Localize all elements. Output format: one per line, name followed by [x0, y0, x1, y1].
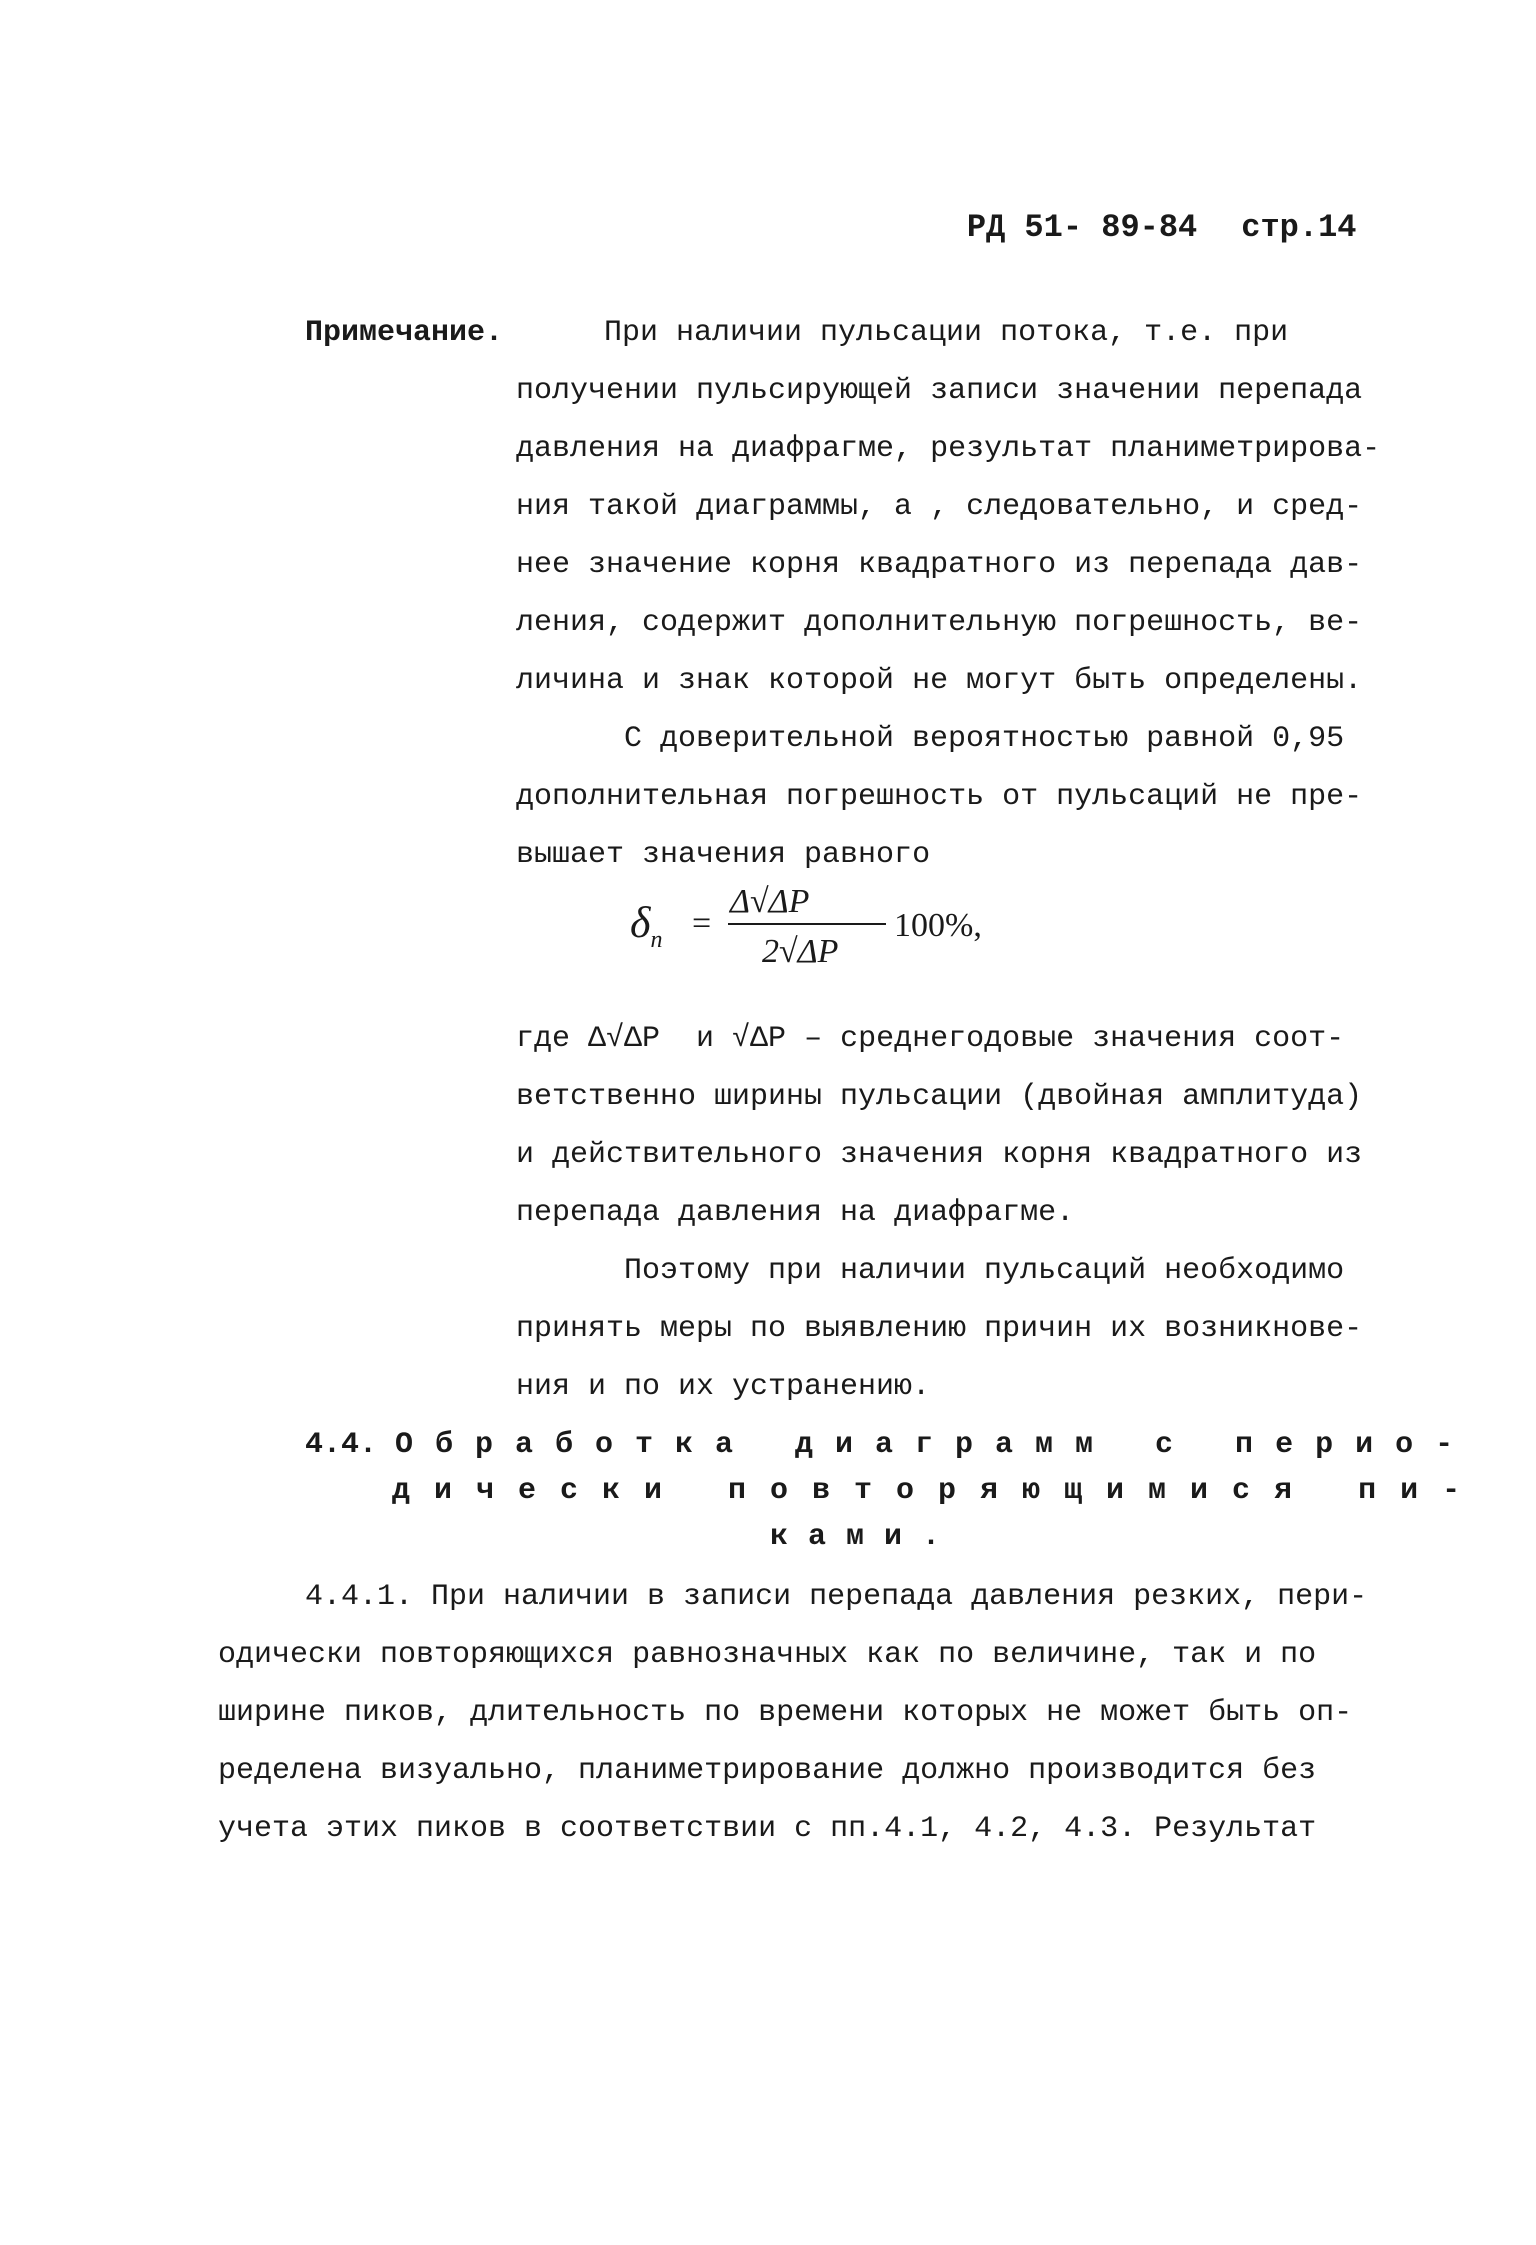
where-line: ветственно ширины пульсации (двойная амплитуда) — [516, 1080, 1363, 1114]
where-line: и действительного значения корня квадратного из — [516, 1138, 1363, 1172]
where-lead: где Δ√ΔP и √ΔP — [516, 1022, 787, 1056]
page-header — [890, 180, 1400, 276]
formula-denominator: 2√ΔP — [762, 933, 839, 970]
pulsation-error-formula — [610, 875, 1030, 985]
note-line: ния такой диаграммы, а , следовательно, и сред- — [516, 490, 1363, 524]
para3-line: Поэтому при наличии пульсаций необходимо — [624, 1254, 1345, 1288]
subsection-line: ределена визуально, планиметрирование должно производится без — [218, 1754, 1317, 1788]
where-line: перепада давления на диафрагме. — [516, 1196, 1075, 1230]
section-number: 4.4. — [305, 1428, 378, 1462]
doc-code: РД 51- 89-84 — [966, 209, 1198, 246]
section-title-line: ками. — [770, 1520, 961, 1554]
subsection-line: 4.4.1. При наличии в записи перепада давления резких, пери- — [305, 1580, 1368, 1614]
formula-rhs: 100%, — [894, 907, 982, 944]
subsection-line: ширине пиков, длительность по времени которых не может быть оп- — [218, 1696, 1353, 1730]
note-line: нее значение корня квадратного из перепада дав- — [516, 548, 1363, 582]
note-line: давления на диафрагме, результат планиметрирова- — [516, 432, 1381, 466]
formula-lhs: $\delta_п$ — [630, 898, 663, 953]
subsection-line: учета этих пиков в соответствии с пп.4.1, 4.2, 4.3. Результат — [218, 1812, 1317, 1846]
fraction-bar — [728, 923, 886, 925]
para3-line: принять меры по выявлению причин их возникнове- — [516, 1312, 1363, 1346]
note-label: Примечание. — [305, 316, 504, 350]
section-title-line: дически повторяющимися пи- — [392, 1474, 1485, 1508]
note-para2-line: С доверительной вероятностью равной 0,95 — [624, 722, 1345, 756]
note-para2-line: дополнительная погрешность от пульсаций не пре- — [516, 780, 1363, 814]
formula-equals: = — [692, 905, 712, 942]
subsection-line: одически повторяющихся равнозначных как по величине, так и по — [218, 1638, 1317, 1672]
section-title-line: Обработка диаграмм с перио- — [395, 1428, 1476, 1462]
where-line — [516, 1024, 1356, 1054]
note-line: ления, содержит дополнительную погрешность, ве- — [516, 606, 1363, 640]
page-number: стр.14 — [1241, 209, 1357, 246]
note-line: получении пульсирующей записи значении перепада — [516, 374, 1363, 408]
note-para2-line: вышает значения равного — [516, 838, 931, 872]
where-text: – среднегодовые значения соот- — [804, 1022, 1345, 1056]
note-line: При наличии пульсации потока, т.е. при — [604, 316, 1289, 350]
note-line: личина и знак которой не могут быть определены. — [516, 664, 1363, 698]
formula-numerator: Δ√ΔP — [730, 883, 810, 920]
para3-line: ния и по их устранению. — [516, 1370, 931, 1404]
